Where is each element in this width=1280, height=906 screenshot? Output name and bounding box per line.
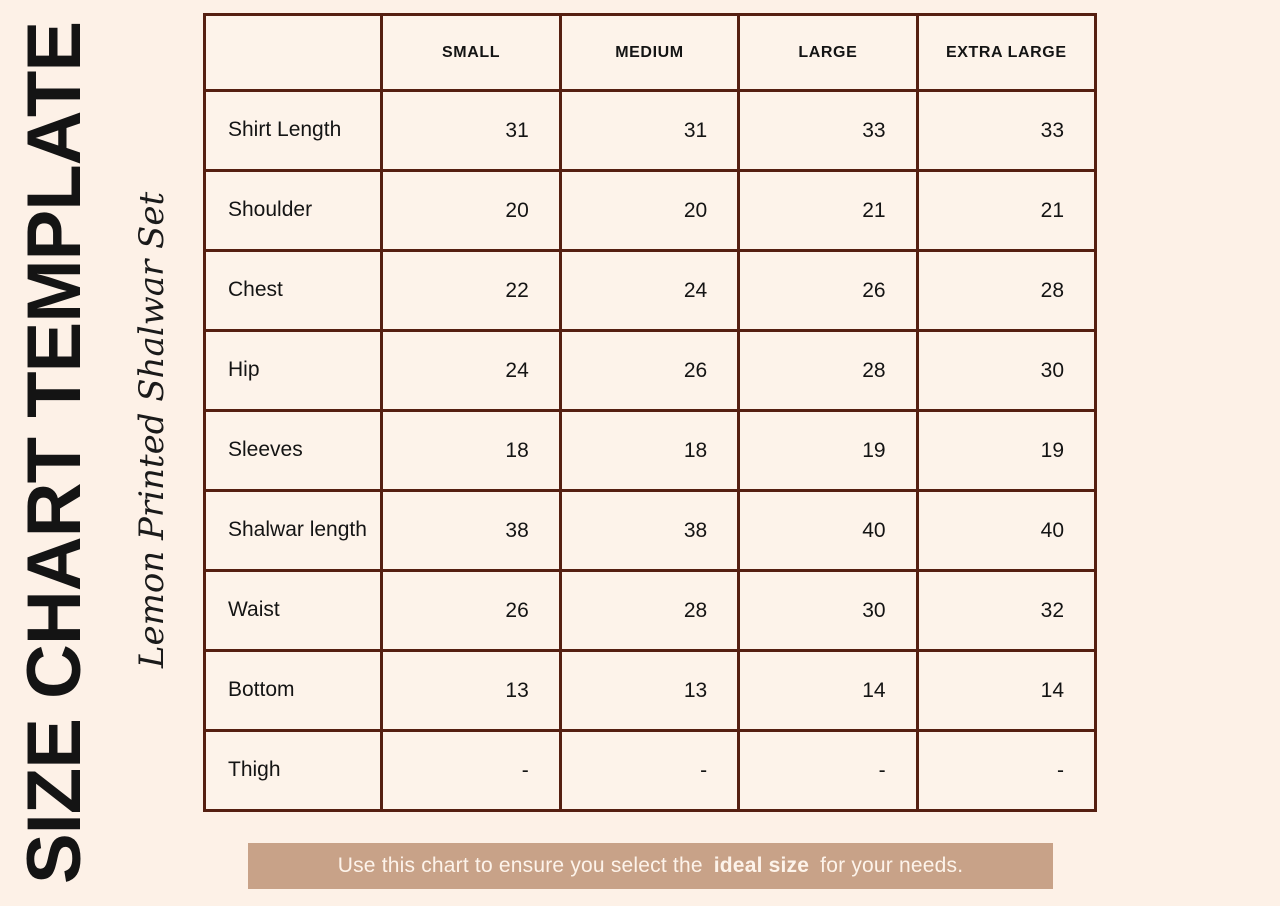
cell-value: 30	[917, 331, 1095, 411]
table-row	[205, 491, 1096, 571]
cell-value: 24	[560, 251, 738, 331]
column-header-medium: MEDIUM	[560, 15, 738, 91]
column-header-large: LARGE	[739, 15, 917, 91]
product-subtitle: Lemon Printed Shalwar Set	[132, 191, 172, 669]
subtitle-container	[104, 0, 200, 906]
column-header-extra-large: EXTRA LARGE	[917, 15, 1095, 91]
row-label: Shoulder	[205, 171, 382, 251]
table-header	[205, 15, 1096, 91]
row-label: Chest	[205, 251, 382, 331]
cell-value: 19	[917, 411, 1095, 491]
cell-value: 18	[560, 411, 738, 491]
cell-value: 31	[560, 91, 738, 171]
cell-value: 19	[739, 411, 917, 491]
row-label: Hip	[205, 331, 382, 411]
table-row	[205, 731, 1096, 811]
cell-value: 31	[382, 91, 560, 171]
table-row	[205, 91, 1096, 171]
row-label: Thigh	[205, 731, 382, 811]
cell-value: 40	[739, 491, 917, 571]
table-row	[205, 251, 1096, 331]
cell-value: 28	[917, 251, 1095, 331]
cell-value: 22	[382, 251, 560, 331]
cell-value: 21	[739, 171, 917, 251]
table-row	[205, 651, 1096, 731]
table-row	[205, 571, 1096, 651]
cell-value: 18	[382, 411, 560, 491]
table-header-row	[205, 15, 1096, 91]
cell-value: 33	[739, 91, 917, 171]
footer-note-highlight: ideal size	[713, 854, 810, 877]
cell-value: 38	[560, 491, 738, 571]
size-chart-container	[203, 13, 1097, 812]
cell-value: 40	[917, 491, 1095, 571]
row-label: Sleeves	[205, 411, 382, 491]
column-header-measurement	[205, 15, 382, 91]
page-title-container	[0, 0, 110, 906]
cell-value: 13	[560, 651, 738, 731]
row-label: Waist	[205, 571, 382, 651]
table-body	[205, 91, 1096, 811]
cell-value: 14	[917, 651, 1095, 731]
row-label: Shalwar length	[205, 491, 382, 571]
cell-value: 33	[917, 91, 1095, 171]
cell-value: 28	[560, 571, 738, 651]
cell-value: -	[560, 731, 738, 811]
cell-value: 26	[382, 571, 560, 651]
size-chart-table	[203, 13, 1097, 812]
cell-value: 26	[560, 331, 738, 411]
cell-value: 32	[917, 571, 1095, 651]
row-label: Shirt Length	[205, 91, 382, 171]
table-row	[205, 411, 1096, 491]
cell-value: 20	[560, 171, 738, 251]
row-label: Bottom	[205, 651, 382, 731]
cell-value: 14	[739, 651, 917, 731]
footer-note-banner	[248, 843, 1053, 889]
column-header-small: SMALL	[382, 15, 560, 91]
cell-value: 21	[917, 171, 1095, 251]
cell-value: 28	[739, 331, 917, 411]
cell-value: 38	[382, 491, 560, 571]
cell-value: -	[382, 731, 560, 811]
cell-value: 26	[739, 251, 917, 331]
cell-value: 30	[739, 571, 917, 651]
cell-value: -	[739, 731, 917, 811]
cell-value: 13	[382, 651, 560, 731]
table-row	[205, 331, 1096, 411]
cell-value: -	[917, 731, 1095, 811]
footer-note-text-after: for your needs.	[814, 854, 964, 877]
table-row	[205, 171, 1096, 251]
cell-value: 20	[382, 171, 560, 251]
footer-note-text-before: Use this chart to ensure you select the	[337, 854, 709, 877]
page-title: SIZE CHART TEMPLATE	[12, 21, 97, 885]
cell-value: 24	[382, 331, 560, 411]
